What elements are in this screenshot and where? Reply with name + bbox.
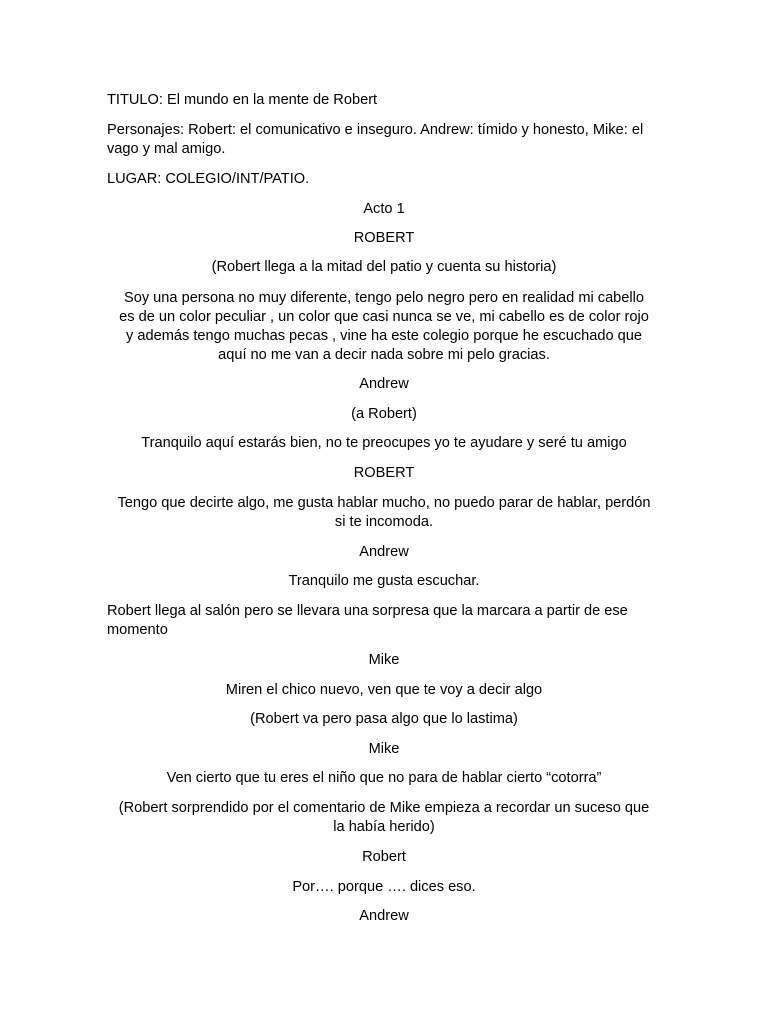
dialogue-andrew-1: Tranquilo aquí estarás bien, no te preocupes yo te ayudare y seré tu amigo [141, 435, 627, 451]
speaker-robert-2: ROBERT [353, 465, 415, 481]
stage-direction-1: (Robert llega a la mitad del patio y cuenta su historia) [211, 259, 557, 275]
dialogue-andrew-2: Tranquilo me gusta escuchar. [288, 573, 480, 589]
location-line: LUGAR: COLEGIO/INT/PATIO. [107, 171, 310, 187]
dialogue-mike-2: Ven cierto que tu eres el niño que no para de hablar cierto “cotorra” [166, 770, 602, 786]
speaker-mike-2: Mike [368, 741, 400, 757]
dialogue-robert-3: Por…. porque …. dices eso. [292, 879, 476, 895]
speaker-robert-1: ROBERT [353, 230, 415, 246]
dialogue-mike-1: Miren el chico nuevo, ven que te voy a decir algo [225, 682, 543, 698]
speaker-mike-1: Mike [368, 652, 400, 668]
speaker-andrew-2: Andrew [359, 544, 409, 560]
stage-direction-2: (a Robert) [351, 406, 417, 422]
characters-line: Personajes: Robert: el comunicativo e inseguro. Andrew: tímido y honesto, Mike: el vago y mal amigo. [107, 122, 644, 157]
title-line: TITULO: El mundo en la mente de Robert [107, 92, 378, 108]
dialogue-robert-1: Soy una persona no muy diferente, tengo pelo negro pero en realidad mi cabello es de un color peculiar , un color que casi nunca se ve, mi cabello es de color rojo y además tengo muchas pecas , vine ha este colegio porque he escuchado que aquí no me van a decir nada sobre mi pelo gracias. [119, 290, 649, 363]
narration-1: Robert llega al salón pero se llevara una sorpresa que la marcara a partir de ese momento [107, 603, 628, 638]
act-heading: Acto 1 [363, 201, 405, 217]
speaker-robert-3: Robert [362, 849, 406, 865]
dialogue-robert-2: Tengo que decirte algo, me gusta hablar mucho, no puedo parar de hablar, perdón si te incomoda. [117, 495, 651, 530]
speaker-andrew-3: Andrew [359, 908, 409, 924]
stage-direction-4: (Robert sorprendido por el comentario de Mike empieza a recordar un suceso que la había herido) [118, 800, 650, 835]
stage-direction-3: (Robert va pero pasa algo que lo lastima) [250, 711, 518, 727]
speaker-andrew-1: Andrew [359, 376, 409, 392]
